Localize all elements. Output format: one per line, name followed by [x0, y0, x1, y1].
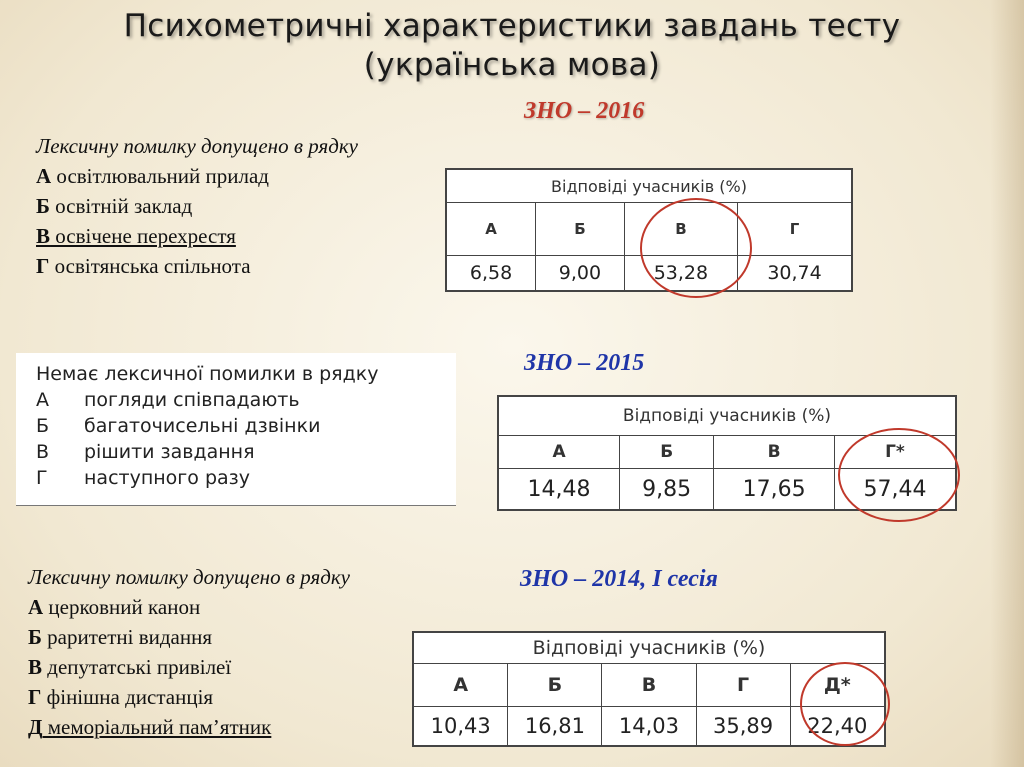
- zno-2015-heading: ЗНО – 2015: [524, 350, 645, 376]
- value-a: 10,43: [413, 707, 508, 747]
- correct-answer-circle: [838, 428, 960, 522]
- header-a: А: [413, 664, 508, 707]
- value-a: 6,58: [446, 256, 536, 292]
- page-title: Психометричні характеристики завдань тесту: [123, 8, 901, 44]
- option-b: Б багаточисельні дзвінки: [36, 415, 321, 437]
- header-d: Д*: [790, 664, 885, 707]
- option-a: А освітлювальний прилад: [36, 164, 269, 188]
- question-lead: Лексичну помилку допущено в рядку: [28, 565, 350, 589]
- zno-2014-heading: ЗНО – 2014, І сесія: [520, 566, 718, 592]
- value-b: 9,00: [536, 256, 625, 292]
- option-v: В депутатські привілеї: [28, 655, 232, 679]
- header-v: В: [624, 203, 737, 256]
- header-v: В: [602, 664, 696, 707]
- correct-answer-circle: [800, 662, 890, 746]
- zno-2016-heading: ЗНО – 2016: [524, 98, 645, 124]
- zno-2015-question: [16, 353, 456, 506]
- option-g: Г наступного разу: [36, 467, 250, 489]
- question-lead: Лексичну помилку допущено в рядку: [36, 134, 358, 158]
- header-a: А: [446, 203, 536, 256]
- value-g: 57,44: [834, 469, 956, 511]
- header-v: В: [714, 436, 835, 469]
- table-caption: Відповіді учасників (%): [498, 396, 956, 436]
- zno-2014-question: [28, 562, 350, 742]
- header-g: Г*: [834, 436, 956, 469]
- table-caption: Відповіді учасників (%): [446, 169, 852, 203]
- question-lead: Немає лексичної помилки в рядку: [36, 363, 379, 385]
- header-b: Б: [536, 203, 625, 256]
- value-v: 53,28: [624, 256, 737, 292]
- header-g: Г: [738, 203, 852, 256]
- header-a: А: [498, 436, 620, 469]
- option-v: В освічене перехрестя: [36, 224, 236, 248]
- value-d: 22,40: [790, 707, 885, 747]
- zno-2016-question: [36, 131, 358, 281]
- option-g: Г освітянська спільнота: [36, 254, 251, 278]
- option-g: Г фінішна дистанція: [28, 685, 214, 709]
- value-g: 35,89: [696, 707, 790, 747]
- correct-answer-circle: [640, 198, 752, 298]
- value-v: 17,65: [714, 469, 835, 511]
- option-b: Б освітній заклад: [36, 194, 193, 218]
- option-b: Б раритетні видання: [28, 625, 212, 649]
- header-b: Б: [620, 436, 714, 469]
- value-b: 16,81: [508, 707, 602, 747]
- option-v: В рішити завдання: [36, 441, 255, 463]
- value-b: 9,85: [620, 469, 714, 511]
- value-v: 14,03: [602, 707, 696, 747]
- header-b: Б: [508, 664, 602, 707]
- value-g: 30,74: [738, 256, 852, 292]
- option-a: А погляди співпадають: [36, 389, 300, 411]
- option-a: А церковний канон: [28, 595, 201, 619]
- background-shade: [990, 0, 1024, 767]
- header-g: Г: [696, 664, 790, 707]
- page-subtitle: (українська мова): [363, 47, 661, 83]
- option-d: Д меморіальний пам’ятник: [28, 715, 272, 739]
- table-caption: Відповіді учасників (%): [413, 632, 885, 664]
- value-a: 14,48: [498, 469, 620, 511]
